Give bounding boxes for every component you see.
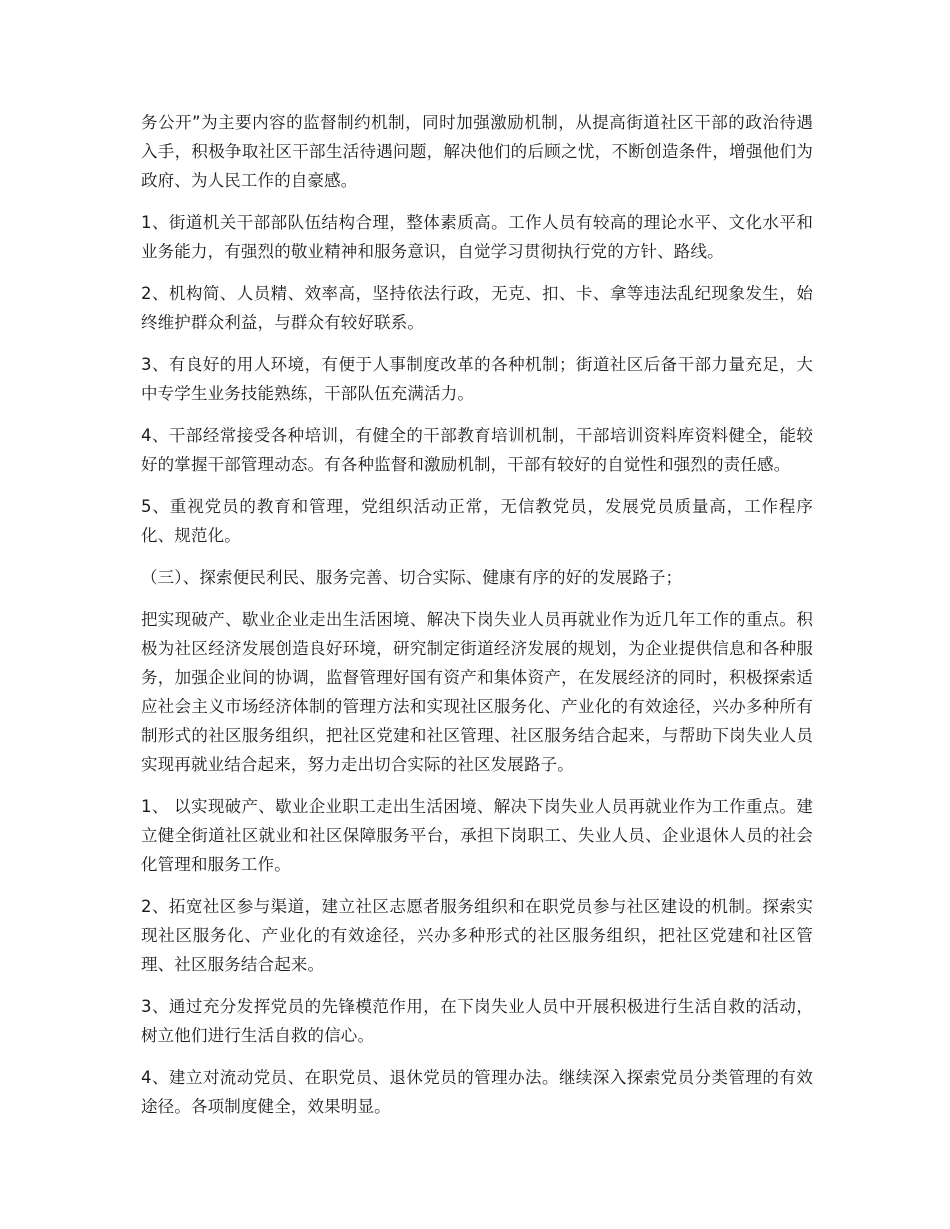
paragraph-item-2: 2、机构简、人员精、效率高，坚持依法行政，无克、扣、卡、拿等违法乱纪现象发生，始终维护群众利益，与群众有较好联系。 [141, 284, 813, 332]
document-page [141, 108, 813, 1134]
paragraph-section-3-item-4: 4、建立对流动党员、在职党员、退休党员的管理办法。继续深入探索党员分类管理的有效途径。各项制度健全，效果明显。 [141, 1068, 813, 1116]
paragraph-item-4: 4、干部经常接受各种培训，有健全的干部教育培训机制，干部培训资料库资料健全，能较好的掌握干部管理动态。有各种监督和激励机制，干部有较好的自觉性和强烈的责任感。 [141, 426, 813, 474]
paragraph-section-3-body: 把实现破产、歇业企业走出生活困境、解决下岗失业人员再就业作为近几年工作的重点。积极为社区经济发展创造良好环境，研究制定街道经济发展的规划，为企业提供信息和各种服务，加强企业间的协调，监督管理好国有资产和集体资产，在发展经济的同时，积极探索适应社会主义市场经济体制的管理方法和实现社区服务化、产业化的有效途径，兴办多种所有制形式的社区服务组织，把社区党建和社区管理、社区服务结合起来，与帮助下岗失业人员实现再就业结合起来，努力走出切合实际的社区发展路子。 [141, 610, 813, 774]
paragraph-section-3-item-2: 2、拓宽社区参与渠道，建立社区志愿者服务组织和在职党员参与社区建设的机制。探索实现社区服务化、产业化的有效途径，兴办多种形式的社区服务组织，把社区党建和社区管理、社区服务结合起来。 [141, 897, 813, 974]
paragraph-item-1: 1、街道机关干部部队伍结构合理，整体素质高。工作人员有较高的理论水平、文化水平和业务能力，有强烈的敬业精神和服务意识，自觉学习贯彻执行党的方针、路线。 [141, 213, 813, 261]
paragraph-section-3-item-1: 1、 以实现破产、歇业企业职工走出生活困境、解决下岗失业人员再就业作为工作重点。建立健全街道社区就业和社区保障服务平台，承担下岗职工、失业人员、企业退休人员的社会化管理和服务工作。 [141, 797, 813, 874]
section-heading-3: （三）、探索便民利民、服务完善、切合实际、健康有序的好的发展路子； [141, 568, 683, 587]
paragraph-item-3: 3、有良好的用人环境，有便于人事制度改革的各种机制；街道社区后备干部力量充足，大中专学生业务技能熟练，干部队伍充满活力。 [141, 355, 813, 403]
paragraph-item-5: 5、重视党员的教育和管理，党组织活动正常，无信教党员，发展党员质量高，工作程序化、规范化。 [141, 497, 813, 545]
paragraph-intro-continuation: 务公开”为主要内容的监督制约机制，同时加强激励机制，从提高街道社区干部的政治待遇入手，积极争取社区干部生活待遇问题，解决他们的后顾之忧，不断创造条件，增强他们为政府、为人民工作的自豪感。 [141, 113, 813, 190]
paragraph-section-3-item-3: 3、通过充分发挥党员的先锋模范作用，在下岗失业人员中开展积极进行生活自救的活动，树立他们进行生活自救的信心。 [141, 997, 813, 1045]
